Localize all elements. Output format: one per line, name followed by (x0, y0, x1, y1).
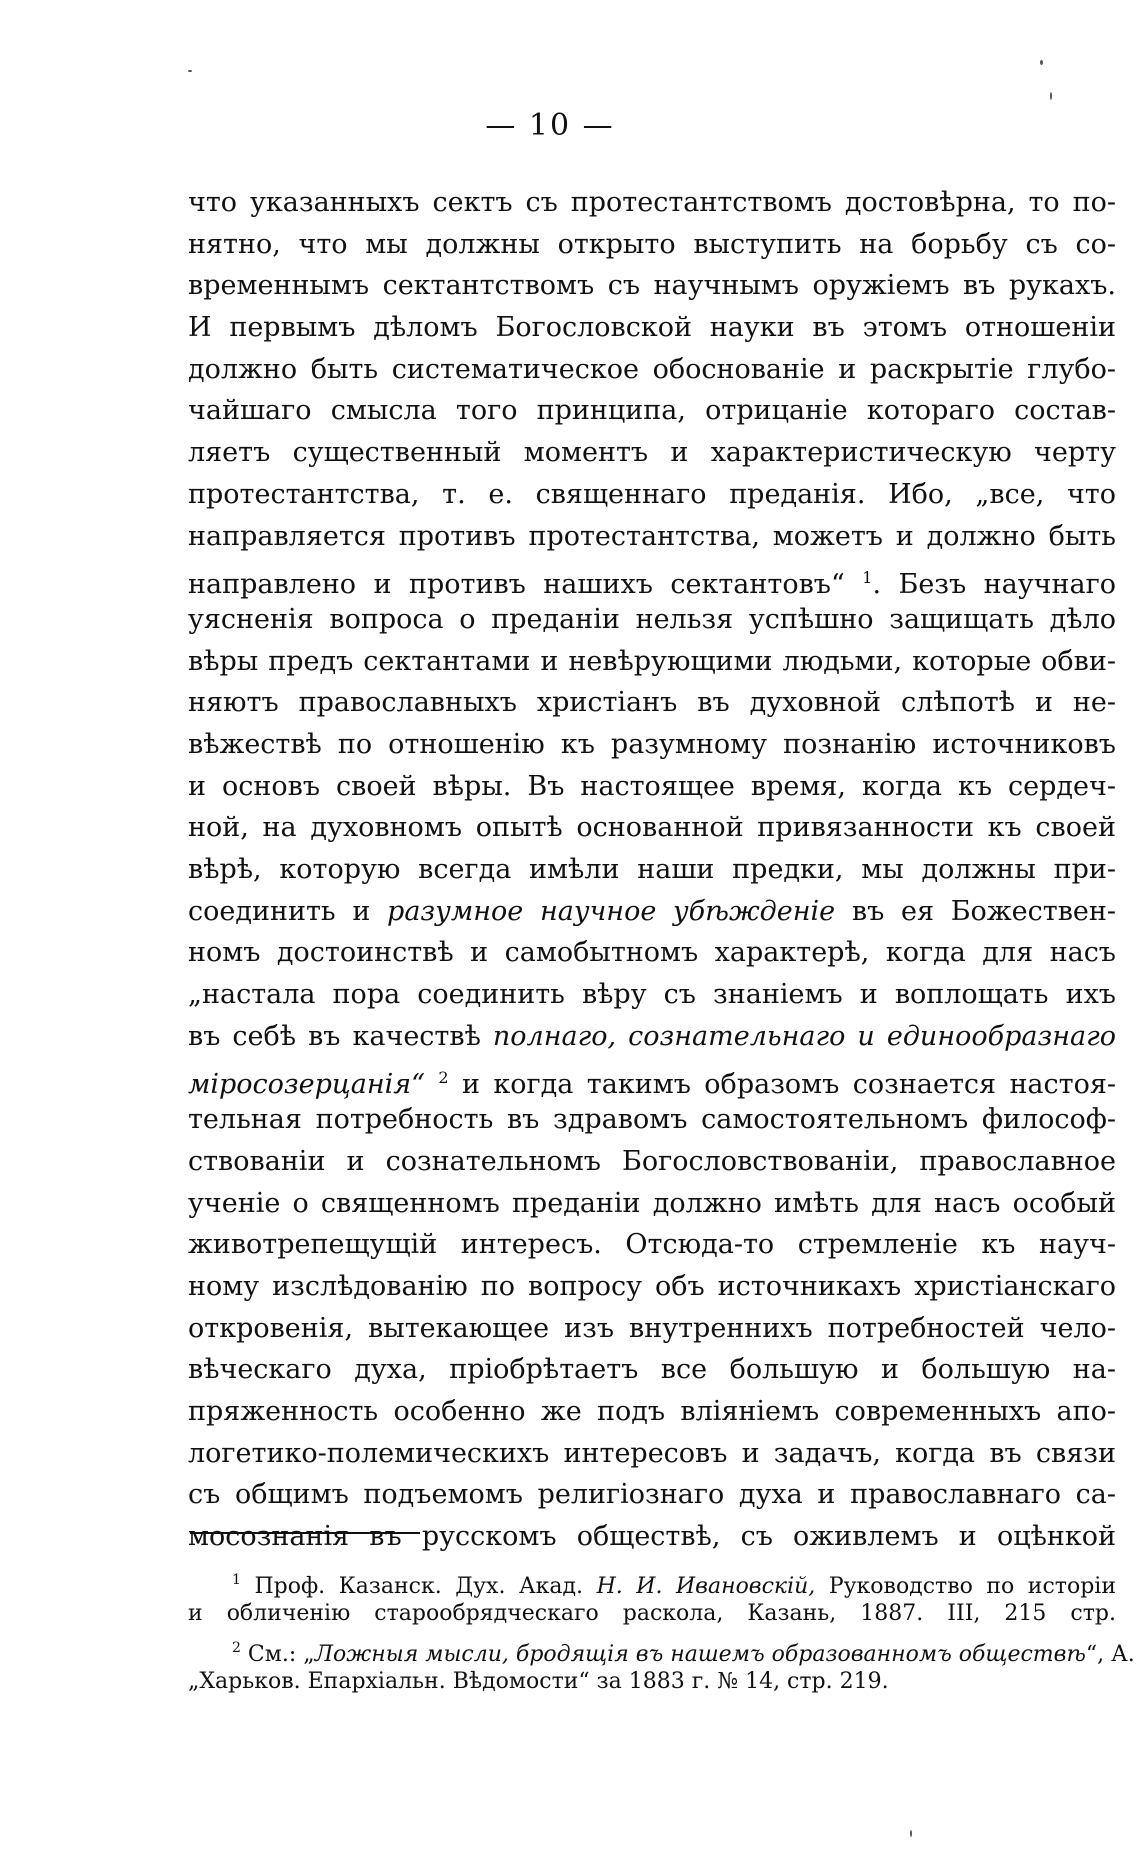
footnotes (188, 1563, 1135, 1699)
text-line: ученіе о священномъ преданіи должно имѣть для насъ особый (188, 1187, 1116, 1219)
text-line: направляется противъ протестантства, можетъ и должно быть (188, 520, 1116, 552)
text-line-with-footnote-ref (188, 1057, 1116, 1099)
text-fragment: . Безъ научнаго (872, 569, 1117, 601)
scan-speck (910, 1830, 912, 1837)
text-fragment: “, А. (1085, 1642, 1135, 1667)
text-fragment: См.: „ (247, 1642, 315, 1667)
text-line-with-italic (188, 1016, 1116, 1058)
main-text (188, 182, 1116, 1558)
italic-phrase: Н. И. Ивановскій, (596, 1574, 816, 1599)
text-line: номъ достоинствѣ и самобытномъ характерѣ, когда для насъ (188, 937, 1116, 969)
text-fragment: и когда такимъ образомъ сознается настоя- (462, 1069, 1117, 1101)
italic-phrase: разумное научное убѣжденіе (387, 895, 836, 927)
scan-speck (188, 70, 192, 72)
text-line: ляетъ существенный моментъ и характеристическую черту (188, 437, 1116, 469)
text-line: И первымъ дѣломъ Богословской науки въ этомъ отношеніи (188, 312, 1116, 344)
scan-speck (1050, 92, 1052, 100)
text-line: мосознанія въ русскомъ обществѣ, съ оживлемъ и оцѣнкой (188, 1521, 1116, 1552)
text-fragment: въ ея Божествен- (851, 895, 1116, 927)
text-line: вѣры предъ сектантами и невѣрующими людьми, которые обви- (188, 645, 1116, 677)
footnote-1-continued: и обличенію старообрядческаго раскола, Казань, 1887. III, 215 стр. (188, 1601, 1116, 1626)
footnote-1 (188, 1563, 1116, 1597)
text-line: чайшаго смысла того принципа, отрицаніе котораго состав- (188, 395, 1116, 427)
text-line: временнымъ сектантствомъ съ научнымъ оружіемъ въ рукахъ. (188, 270, 1116, 302)
footnote-mark: 2 (232, 1640, 241, 1656)
text-line: няютъ православныхъ христіанъ въ духовной слѣпотѣ и не- (188, 687, 1116, 719)
text-line: животрепещущій интересъ. Отсюда-то стремленіе къ науч- (188, 1229, 1116, 1261)
text-line: пряженность особенно же подъ вліяніемъ современныхъ апо- (188, 1395, 1116, 1427)
footnote-ref-1[interactable]: 1 (862, 568, 873, 588)
text-line: уясненія вопроса о преданіи нельзя успѣшно защищать дѣло (188, 603, 1116, 635)
text-fragment: соединить и (188, 895, 371, 927)
text-line: вѣжествѣ по отношенію къ разумному познанію источниковъ (188, 728, 1116, 760)
italic-phrase: полнаго, сознательнаго и единообразнаго (492, 1020, 1116, 1052)
text-line: нятно, что мы должны открыто выступить на борьбу съ со- (188, 228, 1116, 260)
text-line: что указанныхъ сектъ съ протестантствомъ достовѣрна, то по- (188, 187, 1116, 218)
text-line: тельная потребность въ здравомъ самостоятельномъ философ- (188, 1104, 1116, 1136)
text-line: откровенія, вытекающее изъ внутреннихъ потребностей чело- (188, 1312, 1116, 1344)
footnote-mark: 1 (232, 1572, 241, 1588)
text-fragment: направлено и противъ нашихъ сектантовъ“ (188, 569, 845, 601)
page-number: — 10 — (485, 108, 615, 143)
text-line: съ общимъ подъемомъ религіознаго духа и православнаго са- (188, 1479, 1116, 1511)
italic-phrase: Ложныя мысли, бродящія въ нашемъ образованномъ обществѣ (314, 1642, 1086, 1667)
text-line-with-footnote-ref (188, 557, 1116, 599)
footnote-separator (190, 1532, 420, 1534)
text-line: ствованіи и сознательномъ Богословствованіи, православное (188, 1145, 1116, 1177)
text-line: ному изслѣдованію по вопросу объ источникахъ христіанскаго (188, 1270, 1116, 1302)
text-line-with-italic (188, 891, 1116, 933)
text-line: протестантства, т. е. священнаго преданія. Ибо, „все, что (188, 478, 1116, 510)
italic-phrase: міросозерцанія“ (188, 1069, 425, 1101)
footnote-2-continued: „Харьков. Епархіальн. Вѣдомости“ за 1883 г. № 14, стр. 219. (188, 1669, 889, 1694)
scan-speck (1040, 60, 1043, 65)
text-fragment: въ себѣ въ качествѣ (188, 1020, 481, 1052)
footnote-ref-2[interactable]: 2 (438, 1068, 449, 1088)
text-fragment: Руководство по исторіи (828, 1574, 1116, 1599)
text-line: ной, на духовномъ опытѣ основанной привязанности къ своей (188, 812, 1116, 844)
text-line: должно быть систематическое обоснованіе и раскрытіе глубо- (188, 353, 1116, 385)
text-line: вѣческаго духа, пріобрѣтаетъ все большую и большую на- (188, 1354, 1116, 1386)
footnote-2 (188, 1631, 1135, 1667)
text-line: и основъ своей вѣры. Въ настоящее время, когда къ сердеч- (188, 770, 1116, 802)
text-line: „настала пора соединить вѣру съ знаніемъ и воплощать ихъ (188, 979, 1116, 1011)
text-line: вѣрѣ, которую всегда имѣли наши предки, мы должны при- (188, 854, 1116, 885)
text-line: логетико-полемическихъ интересовъ и задачъ, когда въ связи (188, 1437, 1116, 1469)
text-fragment: Проф. Казанск. Дух. Акад. (254, 1574, 584, 1599)
